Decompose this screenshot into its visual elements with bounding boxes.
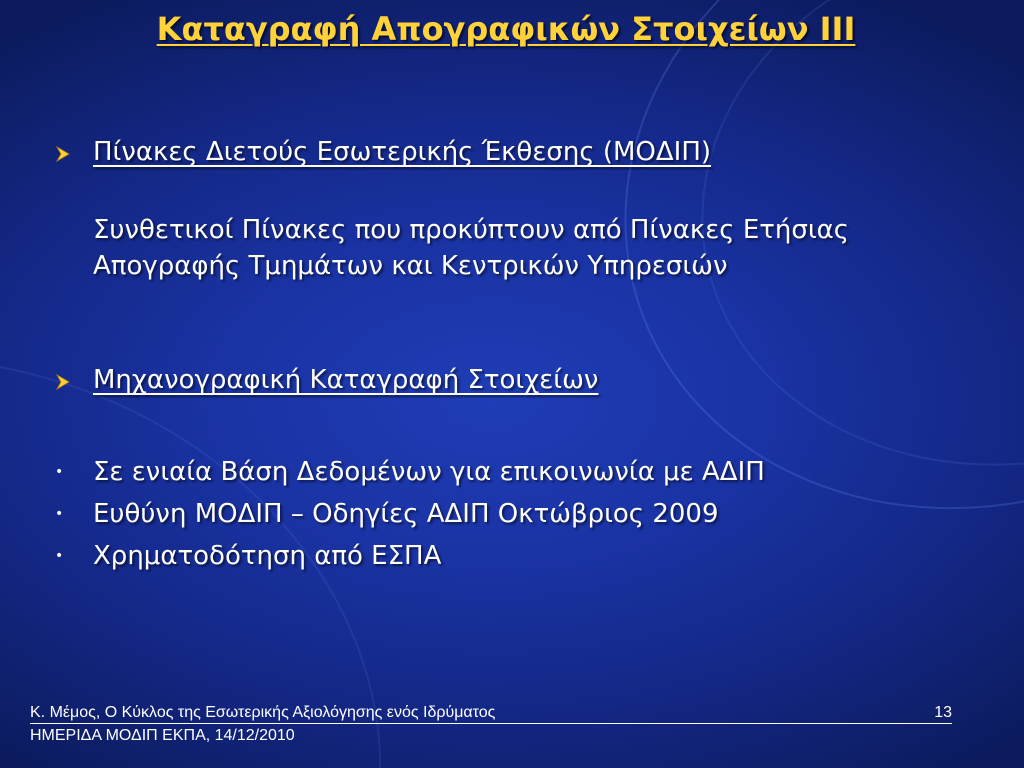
- arrow-right-icon: [55, 142, 79, 160]
- footer-event: ΗΜΕΡΙΔΑ ΜΟΔΙΠ ΕΚΠΑ, 14/12/2010: [30, 727, 295, 744]
- section-body-line: Συνθετικοί Πίνακες που προκύπτουν από Πίνακες Ετήσιας: [93, 215, 850, 245]
- dot-icon: •: [55, 506, 64, 522]
- section-heading-1: [55, 133, 711, 171]
- list-item: [55, 453, 765, 495]
- slide-title: Καταγραφή Απογραφικών Στοιχείων ΙΙΙ: [156, 10, 856, 48]
- page-number: 13: [934, 704, 952, 721]
- section-heading-text: Πίνακες Διετούς Εσωτερικής Έκθεσης (ΜΟΔΙΠ): [93, 137, 712, 167]
- list-item-text: Σε ενιαία Βάση Δεδομένων για επικοινωνία με ΑΔΙΠ: [93, 457, 765, 487]
- list-item: [55, 537, 441, 579]
- list-item-text: Ευθύνη ΜΟΔΙΠ – Οδηγίες ΑΔΙΠ Οκτώβριος 2009: [93, 499, 719, 529]
- dot-icon: •: [55, 464, 64, 480]
- list-item: [55, 495, 719, 537]
- dot-icon: •: [55, 548, 64, 564]
- section-body-line: Απογραφής Τμημάτων και Κεντρικών Υπηρεσιών: [93, 251, 728, 281]
- footer-line-1: [30, 703, 952, 724]
- list-item-text: Χρηματοδότηση από ΕΣΠΑ: [93, 541, 442, 571]
- section-heading-2: [55, 361, 598, 399]
- footer-author: Κ. Μέμος, Ο Κύκλος της Εσωτερικής Αξιολόγησης ενός Ιδρύματος: [30, 704, 496, 721]
- section-heading-text: Μηχανογραφική Καταγραφή Στοιχείων: [93, 365, 599, 395]
- arrow-right-icon: [55, 370, 79, 388]
